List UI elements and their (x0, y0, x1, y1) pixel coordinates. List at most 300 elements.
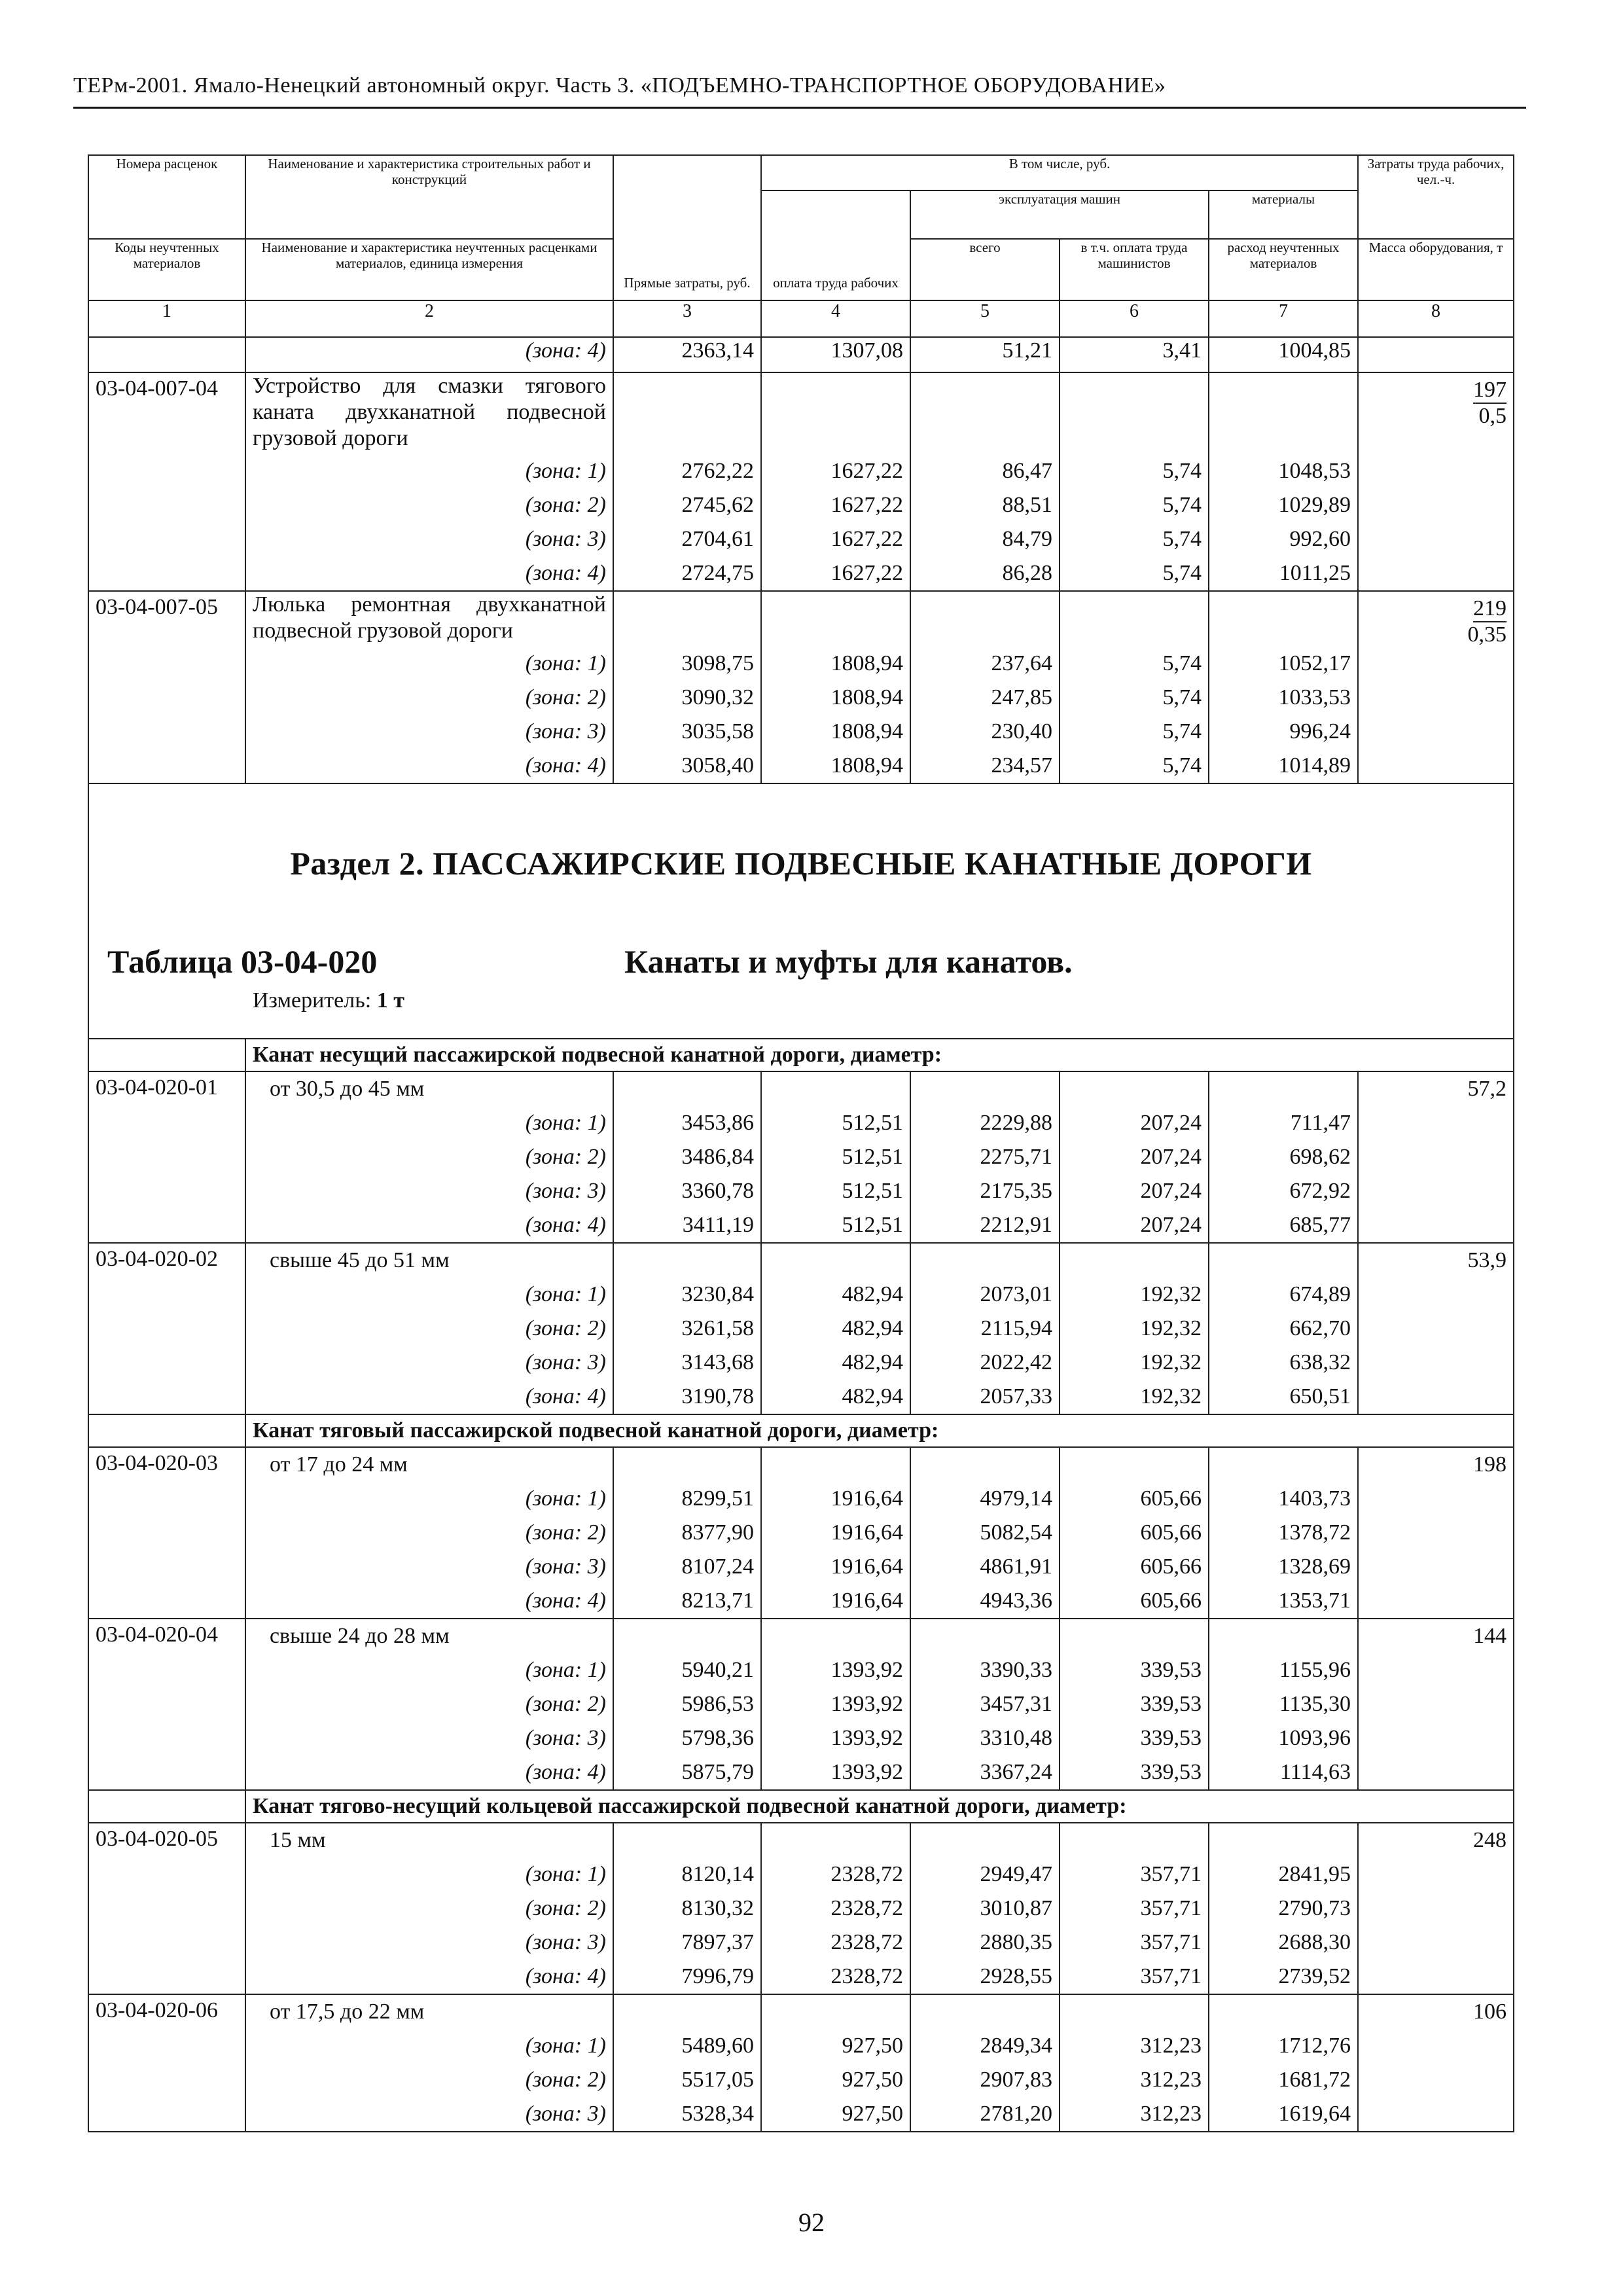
machinists-value: 5,74 (1162, 493, 1202, 517)
spacer (768, 1823, 903, 1857)
wages-value: 482,94 (842, 1350, 903, 1374)
zone-label: (зона: 3) (525, 1930, 606, 1954)
col-labor-header: Затраты труда рабочих, чел.-ч. (1358, 155, 1514, 239)
direct-value: 3486,84 (681, 1145, 754, 1169)
materials-value: 2739,52 (1278, 1964, 1351, 1988)
materials-value: 1403,73 (1278, 1486, 1351, 1511)
direct-value: 3098,75 (681, 651, 754, 675)
machinists-value: 5,74 (1162, 753, 1202, 778)
spacer (918, 1072, 1052, 1106)
direct-value: 3261,58 (681, 1316, 754, 1340)
spacer (620, 1995, 754, 2029)
direct-value: 3035,58 (681, 719, 754, 744)
spacer (620, 1072, 754, 1106)
machinists-value: 207,24 (1140, 1145, 1202, 1169)
rate-item-row (88, 1447, 1514, 1619)
labor-cost: 197 (1473, 378, 1507, 404)
spacer (1067, 1072, 1202, 1106)
unit-label: Измеритель: (253, 988, 377, 1013)
wages-value: 482,94 (842, 1282, 903, 1306)
wages-value: 927,50 (842, 2068, 903, 2092)
zone-label: (зона: 4) (525, 1964, 606, 1988)
zone-label: (зона: 1) (525, 1111, 606, 1135)
running-header: ТЕРм-2001. Ямало-Ненецкий автономный округ. Часть 3. «ПОДЪЕМНО-ТРАНСПОРТНОЕ ОБОРУДОВАНИЕ» (73, 73, 1166, 98)
rate-name-column (245, 1994, 613, 2132)
zone-label: (зона: 4) (525, 1213, 606, 1237)
spacer (1067, 1995, 1202, 2029)
direct-value: 3230,84 (681, 1282, 754, 1306)
machines-value: 2057,33 (980, 1384, 1052, 1408)
machines-column (910, 591, 1060, 783)
group-title: Канат несущий пассажирской подвесной канатной дороги, диаметр: (245, 1039, 1514, 1071)
equipment-mass: 0,35 (1467, 622, 1507, 647)
rate-name-column (245, 1619, 613, 1790)
wages-value: 1808,94 (830, 719, 903, 744)
zone-label: (зона: 2) (525, 1520, 606, 1545)
spacer (918, 1619, 1052, 1653)
machines-value: 86,28 (1002, 561, 1052, 585)
spacer (1216, 1823, 1351, 1857)
machines-cell: 51,21 (910, 337, 1060, 372)
materials-value: 685,77 (1289, 1213, 1351, 1237)
zone-label: (зона: 1) (525, 1658, 606, 1682)
materials-value: 698,62 (1289, 1145, 1351, 1169)
machines-value-column (910, 1071, 1060, 1243)
direct-value: 5489,60 (681, 2034, 754, 2058)
machines-column (910, 372, 1060, 591)
machinists-value-column (1060, 1994, 1209, 2132)
zone-label: (зона: 2) (525, 493, 606, 517)
spacer (620, 1448, 754, 1482)
machines-value: 2175,35 (980, 1179, 1052, 1203)
zone-label: (зона: 3) (525, 2102, 606, 2126)
spacer (620, 592, 754, 647)
materials-value: 1048,53 (1278, 459, 1351, 483)
col-number: 1 (88, 300, 245, 337)
rate-code: 03-04-007-05 (88, 591, 245, 783)
machinists-value: 312,23 (1140, 2034, 1202, 2058)
machines-value: 2880,35 (980, 1930, 1052, 1954)
machines-value: 2073,01 (980, 1282, 1052, 1306)
materials-value-column (1209, 1447, 1358, 1619)
materials-cell: 1004,85 (1209, 337, 1358, 372)
machinists-value-column (1060, 1823, 1209, 1994)
machines-value: 4861,91 (980, 1554, 1052, 1579)
zone-label: (зона: 3) (525, 719, 606, 744)
machines-value: 237,64 (991, 651, 1052, 675)
direct-value: 3190,78 (681, 1384, 754, 1408)
wages-value-column (761, 1447, 910, 1619)
col-incl-wages-header: в т.ч. оплата труда машинистов (1060, 239, 1209, 300)
machinists-value: 207,24 (1140, 1111, 1202, 1135)
machinists-value: 312,23 (1140, 2102, 1202, 2126)
wages-value: 2328,72 (830, 1930, 903, 1954)
spacer (1216, 1619, 1351, 1653)
col-direct-header: Прямые затраты, руб. (613, 155, 761, 300)
spacer (620, 1619, 754, 1653)
table-title: Канаты и муфты для канатов. (624, 943, 1073, 980)
zone-label: (зона: 2) (525, 1896, 606, 1920)
col-materials-header: материалы (1209, 190, 1358, 239)
materials-value-column (1209, 1823, 1358, 1994)
machinists-value-column (1060, 1619, 1209, 1790)
machines-value: 3390,33 (980, 1658, 1052, 1682)
zone-label: (зона: 3) (525, 1554, 606, 1579)
materials-value: 1135,30 (1279, 1692, 1351, 1716)
machinists-value: 192,32 (1140, 1384, 1202, 1408)
rate-name-column (245, 1071, 613, 1243)
direct-value: 2762,22 (681, 459, 754, 483)
spacer (768, 1244, 903, 1278)
wages-value-column (761, 1994, 910, 2132)
direct-value-column (613, 1823, 761, 1994)
wages-value: 1808,94 (830, 651, 903, 675)
machinists-cell: 3,41 (1060, 337, 1209, 372)
spacer (918, 592, 1052, 647)
machinists-value: 5,74 (1162, 685, 1202, 709)
zone-label: (зона: 1) (525, 1486, 606, 1511)
direct-value: 8107,24 (681, 1554, 754, 1579)
labor-cost: 53,9 (1467, 1248, 1507, 1272)
spacer (620, 1244, 754, 1278)
machines-value: 247,85 (991, 685, 1052, 709)
wages-value-column (761, 1071, 910, 1243)
materials-value: 711,47 (1290, 1111, 1351, 1135)
empty-cell (88, 1414, 245, 1447)
col-wages-header: оплата труда рабочих (761, 190, 910, 300)
machinists-value: 605,66 (1140, 1554, 1202, 1579)
labor-cost: 248 (1473, 1828, 1507, 1852)
rate-name: от 17,5 до 22 мм (270, 2000, 425, 2024)
labor-column (1358, 1994, 1514, 2132)
materials-value: 2790,73 (1278, 1896, 1351, 1920)
col-number: 3 (613, 300, 761, 337)
wages-value: 927,50 (842, 2034, 903, 2058)
labor-cost: 198 (1473, 1452, 1507, 1477)
wages-value: 1916,64 (830, 1554, 903, 1579)
machines-value-column (910, 1243, 1060, 1414)
materials-value: 1114,63 (1280, 1760, 1351, 1784)
direct-column (613, 372, 761, 591)
rate-name: свыше 24 до 28 мм (270, 1624, 450, 1648)
wages-value: 1916,64 (830, 1486, 903, 1511)
zone-label: (зона: 3) (525, 527, 606, 551)
wages-value: 1393,92 (830, 1726, 903, 1750)
col-incl-header: В том числе, руб. (761, 155, 1358, 190)
spacer (918, 1244, 1052, 1278)
rate-name-column (245, 591, 613, 783)
materials-value: 1014,89 (1278, 753, 1351, 778)
col-uncounted-header: расход неучтенных материалов (1209, 239, 1358, 300)
labor-mass-column (1358, 591, 1514, 783)
zone-label: (зона: 4) (245, 337, 613, 372)
spacer (1216, 1244, 1351, 1278)
page-number: 92 (798, 2208, 825, 2237)
spacer (1067, 1448, 1202, 1482)
wages-value: 1393,92 (830, 1692, 903, 1716)
labor-cost: 219 (1473, 596, 1507, 622)
machinists-value: 5,74 (1162, 651, 1202, 675)
zone-label: (зона: 1) (525, 651, 606, 675)
rate-name: Устройство для смазки тягового каната двухканатной подвесной грузовой дороги (253, 374, 606, 450)
zone-label: (зона: 2) (525, 1316, 606, 1340)
machinists-value: 312,23 (1140, 2068, 1202, 2092)
machinists-column (1060, 591, 1209, 783)
machines-value-column (910, 1823, 1060, 1994)
direct-value: 7996,79 (681, 1964, 754, 1988)
zone-label: (зона: 4) (525, 1588, 606, 1613)
wages-value: 1808,94 (830, 753, 903, 778)
col-number: 8 (1358, 300, 1514, 337)
machines-value: 2212,91 (980, 1213, 1052, 1237)
machines-value: 3457,31 (980, 1692, 1052, 1716)
empty-cell (88, 1790, 245, 1823)
machinists-value: 339,53 (1140, 1658, 1202, 1682)
machinists-value: 192,32 (1140, 1316, 1202, 1340)
spacer (768, 1995, 903, 2029)
group-title: Канат тяговый пассажирской подвесной канатной дороги, диаметр: (245, 1414, 1514, 1447)
rate-name: свыше 45 до 51 мм (270, 1248, 450, 1272)
direct-value: 2724,75 (681, 561, 754, 585)
wages-value: 512,51 (842, 1213, 903, 1237)
materials-value: 1681,72 (1278, 2068, 1351, 2092)
materials-value: 1155,96 (1279, 1658, 1351, 1682)
materials-value: 672,92 (1289, 1179, 1351, 1203)
machinists-value: 5,74 (1162, 561, 1202, 585)
rate-name: Люлька ремонтная двухканатной подвесной грузовой дороги (253, 592, 606, 643)
machinists-value: 357,71 (1140, 1896, 1202, 1920)
rate-code: 03-04-020-05 (88, 1823, 245, 1994)
machinists-value: 207,24 (1140, 1179, 1202, 1203)
rate-item-row (88, 591, 1514, 783)
machines-value: 3310,48 (980, 1726, 1052, 1750)
zone-label: (зона: 4) (525, 1760, 606, 1784)
price-table-frame (88, 154, 1513, 2132)
wages-value: 1808,94 (830, 685, 903, 709)
machines-value: 2907,83 (980, 2068, 1052, 2092)
materials-value: 1052,17 (1278, 651, 1351, 675)
materials-value: 650,51 (1289, 1384, 1351, 1408)
group-title-row (88, 1039, 1514, 1071)
zone-label: (зона: 2) (525, 1145, 606, 1169)
rate-name: от 30,5 до 45 мм (270, 1077, 425, 1101)
col-number: 5 (910, 300, 1060, 337)
spacer (1216, 1448, 1351, 1482)
group-title-row (88, 1790, 1514, 1823)
wages-column (761, 591, 910, 783)
rate-item-row (88, 1619, 1514, 1790)
materials-value: 662,70 (1289, 1316, 1351, 1340)
spacer (1216, 373, 1351, 454)
wages-value: 1627,22 (830, 459, 903, 483)
rate-item-row (88, 1823, 1514, 1994)
machines-value: 234,57 (991, 753, 1052, 778)
direct-value: 8299,51 (681, 1486, 754, 1511)
carry-over-row (88, 337, 1514, 372)
direct-value: 5940,21 (681, 1658, 754, 1682)
zone-label: (зона: 1) (525, 1282, 606, 1306)
machines-value: 88,51 (1002, 493, 1052, 517)
rate-name-column (245, 1823, 613, 1994)
machines-value-column (910, 1619, 1060, 1790)
spacer (918, 373, 1052, 454)
zone-label: (зона: 3) (525, 1726, 606, 1750)
spacer (620, 373, 754, 454)
direct-value: 3453,86 (681, 1111, 754, 1135)
wages-value-column (761, 1823, 910, 1994)
col-number: 7 (1209, 300, 1358, 337)
zone-label: (зона: 2) (525, 685, 606, 709)
zone-label: (зона: 3) (525, 1350, 606, 1374)
machinists-value: 339,53 (1140, 1760, 1202, 1784)
wages-value: 1393,92 (830, 1658, 903, 1682)
direct-cost-cell: 2363,14 (613, 337, 761, 372)
rate-code: 03-04-020-04 (88, 1619, 245, 1790)
header-rule (73, 107, 1526, 109)
direct-value: 8120,14 (681, 1862, 754, 1886)
machines-value: 3010,87 (980, 1896, 1052, 1920)
direct-value-column (613, 1071, 761, 1243)
col-mass-header: Масса оборудования, т (1358, 239, 1514, 300)
machinists-value: 357,71 (1140, 1930, 1202, 1954)
direct-value-column (613, 1447, 761, 1619)
group-title-row (88, 1414, 1514, 1447)
header-row-1 (88, 155, 1514, 190)
direct-value: 5986,53 (681, 1692, 754, 1716)
machines-value: 2949,47 (980, 1862, 1052, 1886)
machinists-value: 5,74 (1162, 459, 1202, 483)
machines-value: 2115,94 (980, 1316, 1052, 1340)
machinists-value: 339,53 (1140, 1726, 1202, 1750)
labor-column (1358, 1823, 1514, 1994)
machines-value: 84,79 (1002, 527, 1052, 551)
wages-value-column (761, 1619, 910, 1790)
direct-value: 8213,71 (681, 1588, 754, 1613)
wages-value: 1916,64 (830, 1588, 903, 1613)
machinists-value: 339,53 (1140, 1692, 1202, 1716)
direct-value-column (613, 1619, 761, 1790)
labor-mass-column (1358, 372, 1514, 591)
machinists-value: 605,66 (1140, 1520, 1202, 1545)
labor-cost: 106 (1473, 2000, 1507, 2024)
wages-value: 1393,92 (830, 1760, 903, 1784)
machines-value: 5082,54 (980, 1520, 1052, 1545)
zone-label: (зона: 2) (525, 1692, 606, 1716)
spacer (918, 1823, 1052, 1857)
rate-code: 03-04-007-04 (88, 372, 245, 591)
materials-value: 1029,89 (1278, 493, 1351, 517)
materials-value: 1093,96 (1278, 1726, 1351, 1750)
wages-value: 2328,72 (830, 1862, 903, 1886)
wages-value: 512,51 (842, 1179, 903, 1203)
spacer (918, 1448, 1052, 1482)
group-title: Канат тягово-несущий кольцевой пассажирской подвесной канатной дороги, диаметр: (245, 1790, 1514, 1823)
materials-value: 1378,72 (1278, 1520, 1351, 1545)
labor-wrap (1365, 373, 1507, 404)
direct-value-column (613, 1243, 761, 1414)
wages-value-column (761, 1243, 910, 1414)
wages-value: 512,51 (842, 1111, 903, 1135)
labor-column (1358, 1619, 1514, 1790)
direct-value: 8377,90 (681, 1520, 754, 1545)
materials-value: 1033,53 (1278, 685, 1351, 709)
spacer (1216, 592, 1351, 647)
wages-value: 2328,72 (830, 1964, 903, 1988)
machinists-value: 207,24 (1140, 1213, 1202, 1237)
machinists-value: 605,66 (1140, 1486, 1202, 1511)
spacer (620, 1823, 754, 1857)
machines-value: 2781,20 (980, 2102, 1052, 2126)
zone-label: (зона: 4) (525, 1384, 606, 1408)
labor-cost: 144 (1473, 1624, 1507, 1648)
wages-cell: 1307,08 (761, 337, 910, 372)
wages-value: 1627,22 (830, 527, 903, 551)
direct-value: 5328,34 (681, 2102, 754, 2126)
rate-name: от 17 до 24 мм (270, 1452, 408, 1477)
rate-code: 03-04-020-02 (88, 1243, 245, 1414)
rate-name-column (245, 1243, 613, 1414)
wages-value: 512,51 (842, 1145, 903, 1169)
unit-of-measure (253, 988, 404, 1013)
materials-value: 674,89 (1289, 1282, 1351, 1306)
direct-value: 3360,78 (681, 1179, 754, 1203)
machinists-value-column (1060, 1071, 1209, 1243)
machinists-value-column (1060, 1243, 1209, 1414)
machines-value-column (910, 1994, 1060, 2132)
col-machines-header: эксплуатация машин (910, 190, 1209, 239)
section-title: Раздел 2. ПАССАЖИРСКИЕ ПОДВЕСНЫЕ КАНАТНЫЕ ДОРОГИ (290, 845, 1312, 882)
machinists-value: 357,71 (1140, 1862, 1202, 1886)
direct-value: 8130,32 (681, 1896, 754, 1920)
machines-value: 3367,24 (980, 1760, 1052, 1784)
direct-column (613, 591, 761, 783)
spacer (1067, 1823, 1202, 1857)
labor-column (1358, 1243, 1514, 1414)
labor-column (1358, 1447, 1514, 1619)
materials-value: 996,24 (1289, 719, 1351, 744)
spacer (1216, 1072, 1351, 1106)
spacer (768, 1072, 903, 1106)
materials-value-column (1209, 1994, 1358, 2132)
materials-value: 1353,71 (1278, 1588, 1351, 1613)
rate-code: 03-04-020-03 (88, 1447, 245, 1619)
equipment-mass: 0,5 (1478, 404, 1507, 428)
direct-value: 2745,62 (681, 493, 754, 517)
machines-value: 2022,42 (980, 1350, 1052, 1374)
machines-value: 230,40 (991, 719, 1052, 744)
materials-value: 1619,64 (1278, 2102, 1351, 2126)
direct-value: 3143,68 (681, 1350, 754, 1374)
table-number: Таблица 03-04-020 (107, 943, 378, 980)
materials-value-column (1209, 1619, 1358, 1790)
materials-value-column (1209, 1243, 1358, 1414)
materials-value: 2688,30 (1278, 1930, 1351, 1954)
machines-value: 2275,71 (980, 1145, 1052, 1169)
rate-code: 03-04-020-06 (88, 1994, 245, 2132)
col-name-header: Наименование и характеристика строительных работ и конструкций (245, 155, 613, 239)
labor-wrap (1365, 592, 1507, 622)
spacer (768, 373, 903, 454)
wages-value: 1627,22 (830, 561, 903, 585)
rate-name: 15 мм (270, 1828, 326, 1852)
spacer (1067, 1244, 1202, 1278)
machinists-column (1060, 372, 1209, 591)
zone-label: (зона: 4) (525, 561, 606, 585)
zone-label: (зона: 1) (525, 1862, 606, 1886)
machines-value: 4943,36 (980, 1588, 1052, 1613)
machinists-value: 5,74 (1162, 527, 1202, 551)
direct-value: 3090,32 (681, 685, 754, 709)
